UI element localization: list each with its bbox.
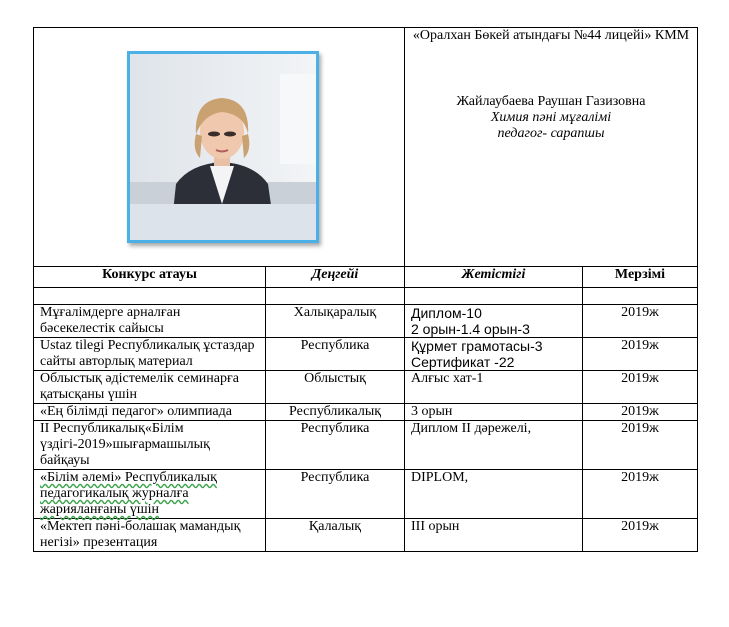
achievement-line: Сертификат -22 [411,354,515,370]
teacher-photo [127,51,319,243]
date-cell: 2019ж [583,470,698,519]
achievement-cell [405,305,583,338]
blank-cell [583,288,698,305]
achievement-line: Алғыс хат-1 [411,371,484,386]
contest-cell: «Мектеп пәні-болашақ мамандық негізі» презентация [34,519,266,552]
table-row [34,470,698,519]
date-cell: 2019ж [583,371,698,404]
table-row [34,404,698,421]
teacher-rank: педагог- сарапшы [497,126,605,141]
organization-name: «Оралхан Бөкей атындағы №44 лицейі» КММ [412,28,690,43]
teacher-name: Жайлаубаева Раушан Газизовна [456,94,646,109]
achievement-line: 3 орын [411,404,453,419]
level-cell: Облыстық [266,371,405,404]
teacher-position: Химия пәні мұғалімі [490,110,612,125]
achievement-cell [405,470,583,519]
blank-cell [405,288,583,305]
contest-text: «Білім әлемі» Республикалық педагогикалық журналға жарияланғаны үшін [40,470,217,517]
table-row [34,519,698,552]
column-header-contest: Конкурс атауы [34,267,266,288]
contest-cell: «Ең білімді педагог» олимпиада [34,404,266,421]
date-cell: 2019ж [583,338,698,371]
certificate-document [33,27,697,627]
achievement-cell [405,338,583,371]
profile-row [34,28,698,267]
contest-cell: Мұғалімдерге арналған бәсекелестік сайысы [34,305,266,338]
achievement-line: Диплом-10 [411,305,482,321]
level-cell: Республикалық [266,404,405,421]
level-cell: Республика [266,421,405,470]
date-cell: 2019ж [583,404,698,421]
level-cell: Республика [266,338,405,371]
achievement-cell [405,421,583,470]
table-row [34,371,698,404]
column-header-level: Деңгейі [266,267,405,288]
achievement-line: DIPLOM, [411,470,469,485]
achievement-line: Диплом II дәрежелі, [411,421,532,436]
date-cell: 2019ж [583,421,698,470]
blank-cell [34,288,266,305]
achievement-line: III орын [411,519,460,534]
achievements-table [33,27,698,552]
table-row [34,421,698,470]
level-cell: Халықаралық [266,305,405,338]
level-cell: Қалалық [266,519,405,552]
level-cell: Республика [266,470,405,519]
column-header-date: Мерзімі [583,267,698,288]
column-header-achievement: Жетістігі [405,267,583,288]
contest-cell: II Республикалық«Білім үздігі-2019»шығармашылық байқауы [34,421,266,470]
blank-cell [266,288,405,305]
achievement-line: 2 орын-1.4 орын-3 [411,321,530,337]
contest-cell [34,470,266,519]
table-row [34,338,698,371]
date-cell: 2019ж [583,305,698,338]
portrait-image [130,54,316,240]
blank-row [34,288,698,305]
table-row [34,305,698,338]
photo-cell [34,28,405,267]
achievement-cell [405,519,583,552]
achievement-line: Құрмет грамотасы-3 [411,338,543,354]
achievement-cell [405,371,583,404]
date-cell: 2019ж [583,519,698,552]
column-header-row [34,267,698,288]
contest-cell: Ustaz tilegi Республикалық ұстаздар сайты авторлық материал [34,338,266,371]
contest-cell: Облыстық әдістемелік семинарға қатысқаны үшін [34,371,266,404]
profile-header [405,28,698,267]
achievement-cell [405,404,583,421]
